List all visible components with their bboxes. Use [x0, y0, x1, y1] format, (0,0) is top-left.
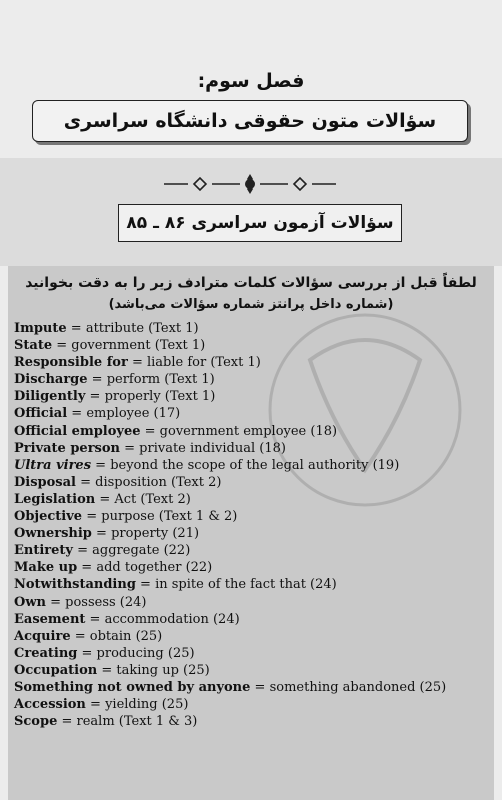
equals-sign: =: [135, 577, 156, 593]
entry-definition: something abandoned (25): [269, 679, 447, 695]
entry-definition: property (21): [111, 526, 200, 542]
equals-sign: =: [82, 509, 102, 525]
entry-term: Acquire: [14, 628, 71, 644]
entry-definition: yielding (25): [105, 697, 189, 713]
equals-sign: =: [77, 560, 97, 576]
synonym-entry: [14, 628, 494, 645]
equals-sign: =: [127, 355, 147, 371]
section-title-box: [32, 100, 468, 142]
entry-definition: private individual (18): [139, 440, 286, 456]
entry-term: Discharge: [14, 372, 88, 388]
exam-title-box: [118, 204, 402, 242]
entry-term: Official employee: [14, 423, 141, 439]
entry-definition: perform (Text 1): [106, 372, 215, 388]
synonym-entry: [14, 405, 494, 422]
entry-term: Creating: [14, 645, 78, 661]
entry-definition: employee (17): [86, 406, 181, 422]
entry-definition: liable for (Text 1): [146, 355, 261, 371]
synonym-list: [8, 320, 494, 730]
equals-sign: =: [52, 338, 72, 354]
equals-sign: =: [85, 697, 106, 713]
exam-title: سؤالات آزمون سراسری ۸۶ ـ ۸۵: [126, 213, 394, 233]
synonym-entry: [14, 696, 494, 713]
entry-term: Official: [14, 406, 68, 422]
entry-term: Impute: [14, 321, 67, 336]
synonym-entry: [14, 508, 494, 525]
entry-definition: government employee (18): [159, 423, 338, 439]
entry-definition: add together (22): [96, 560, 213, 576]
synonym-entry: [14, 371, 494, 388]
entry-definition: attribute (Text 1): [85, 321, 199, 336]
synonym-entry: [14, 388, 494, 405]
equals-sign: =: [95, 491, 115, 507]
entry-definition: obtain (25): [89, 628, 163, 644]
entry-definition: government (Text 1): [71, 338, 206, 354]
equals-sign: =: [45, 594, 66, 610]
entry-definition: realm (Text 1 & 3): [76, 714, 198, 730]
synonym-entry: [14, 491, 494, 508]
entry-term: Something not owned by anyone: [14, 679, 251, 695]
equals-sign: =: [72, 543, 93, 559]
entry-definition: Act (Text 2): [114, 491, 191, 507]
equals-sign: =: [91, 526, 112, 542]
entry-definition: accommodation (24): [104, 611, 240, 627]
equals-sign: =: [85, 611, 105, 627]
entry-term: Notwithstanding: [14, 577, 136, 593]
synonym-entry: [14, 423, 494, 440]
entry-definition: disposition (Text 2): [95, 474, 222, 490]
entry-term: Private person: [14, 440, 120, 456]
equals-sign: =: [97, 662, 117, 678]
synonym-entry: [14, 559, 494, 576]
synonym-entry: [14, 611, 494, 628]
entry-term: Ultra vires: [14, 457, 92, 473]
synonym-entry: [14, 337, 494, 354]
synonym-entry: [14, 713, 494, 730]
equals-sign: =: [75, 474, 96, 490]
equals-sign: =: [250, 679, 270, 695]
synonym-entry: [14, 525, 494, 542]
equals-sign: =: [91, 457, 111, 473]
entry-term: State: [14, 338, 53, 354]
equals-sign: =: [87, 372, 107, 388]
entry-definition: producing (25): [96, 645, 195, 661]
entry-definition: taking up (25): [116, 662, 210, 678]
content-panel: [8, 266, 494, 800]
equals-sign: =: [140, 423, 160, 439]
equals-sign: =: [77, 645, 97, 661]
equals-sign: =: [120, 440, 140, 456]
synonym-entry: [14, 354, 494, 371]
equals-sign: =: [57, 714, 77, 730]
equals-sign: =: [70, 628, 90, 644]
synonym-entry: [14, 457, 494, 474]
equals-sign: =: [85, 389, 105, 405]
entry-definition: possess (24): [65, 594, 147, 610]
intro-line-2: (شماره داخل پرانتز شماره سؤالات می‌باشد): [108, 297, 394, 312]
entry-term: Objective: [14, 509, 83, 525]
entry-term: Entirety: [14, 543, 73, 559]
synonym-entry: [14, 440, 494, 457]
entry-definition: in spite of the fact that (24): [155, 577, 337, 593]
entry-definition: properly (Text 1): [104, 389, 216, 405]
entry-term: Easement: [14, 611, 86, 627]
synonym-entry: [14, 320, 494, 337]
synonym-entry: [14, 662, 494, 679]
entry-term: Occupation: [14, 662, 98, 678]
entry-term: Own: [14, 594, 46, 610]
entry-term: Diligently: [14, 389, 86, 405]
synonym-entry: [14, 474, 494, 491]
synonym-entry: [14, 576, 494, 593]
synonym-entry: [14, 679, 494, 696]
intro-line-1: لطفاً قبل از بررسی سؤالات کلمات مترادف زیر را به دقت بخوانید: [25, 275, 477, 291]
intro: [8, 272, 494, 316]
entry-term: Accession: [14, 697, 86, 713]
entry-term: Make up: [14, 560, 78, 576]
ornament-divider-icon: [160, 171, 340, 197]
entry-term: Disposal: [14, 474, 76, 490]
section-title: سؤالات متون حقوقی دانشگاه سراسری: [63, 110, 437, 132]
entry-definition: aggregate (22): [92, 543, 191, 559]
entry-definition: beyond the scope of the legal authority (19): [110, 457, 400, 473]
synonym-entry: [14, 645, 494, 662]
entry-term: Legislation: [14, 491, 96, 507]
chapter-heading: فصل سوم:: [197, 70, 305, 92]
synonym-entry: [14, 542, 494, 559]
synonym-entry: [14, 594, 494, 611]
entry-term: Responsible for: [14, 355, 128, 371]
equals-sign: =: [66, 321, 86, 336]
entry-term: Scope: [14, 714, 58, 730]
entry-term: Ownership: [14, 526, 92, 542]
entry-definition: purpose (Text 1 & 2): [101, 509, 238, 525]
equals-sign: =: [67, 406, 87, 422]
